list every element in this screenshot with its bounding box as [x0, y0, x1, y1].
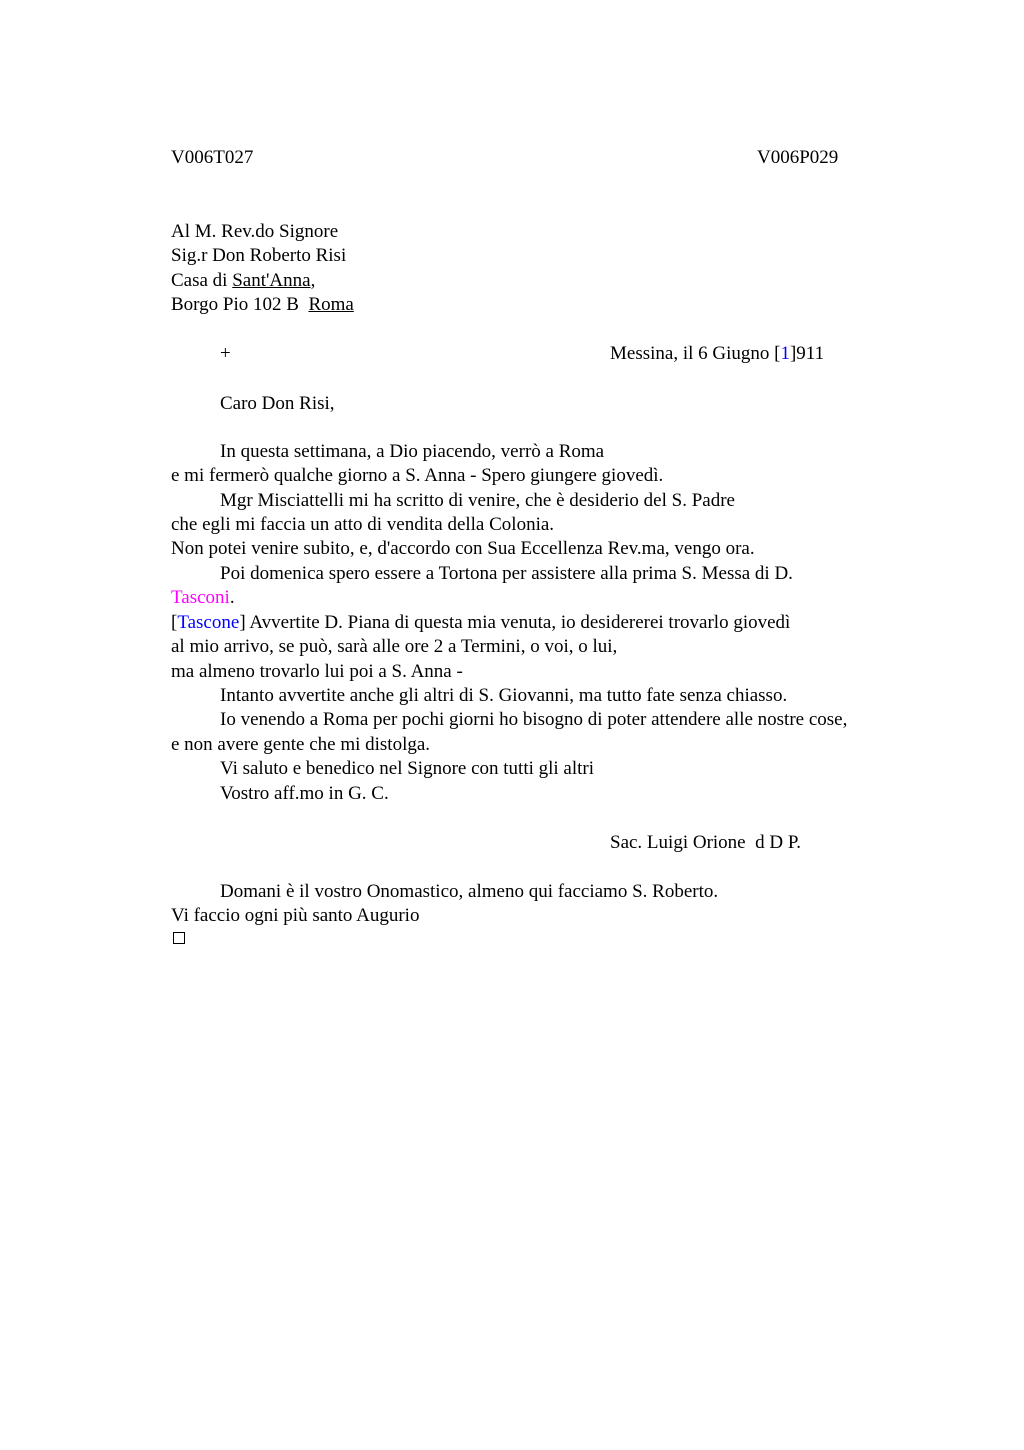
- bracket-open: [: [171, 612, 178, 633]
- punctuation: .: [229, 587, 235, 608]
- cross-mark: +: [220, 343, 231, 364]
- date-prefix: Messina, il 6 Giugno [: [610, 343, 781, 364]
- body-line: Non potei venire subito, e, d'accordo con Sua Eccellenza Rev.ma, vengo ora.: [171, 538, 755, 559]
- body-line: ma almeno trovarlo lui poi a S. Anna -: [171, 661, 463, 682]
- address-city: Roma: [308, 294, 354, 315]
- body-line: Intanto avvertite anche gli altri di S. Giovanni, ma tutto fate senza chiasso.: [220, 685, 788, 706]
- date-correction: 1: [780, 343, 790, 364]
- body-line: Mgr Misciattelli mi ha scritto di venire, che è desiderio del S. Padre: [220, 490, 735, 511]
- body-line: Poi domenica spero essere a Tortona per assistere alla prima S. Messa di D.: [220, 563, 793, 584]
- address-line-3: [171, 270, 315, 292]
- signature: Sac. Luigi Orione d D P.: [610, 832, 802, 853]
- address-line-2: Sig.r Don Roberto Risi: [171, 245, 347, 266]
- salutation: Caro Don Risi,: [220, 393, 335, 414]
- body-line: [171, 587, 235, 609]
- body-line: Vi saluto e benedico nel Signore con tutti gli altri: [220, 758, 595, 779]
- body-line: In questa settimana, a Dio piacendo, verrò a Roma: [220, 441, 605, 462]
- address-punct: ,: [310, 270, 316, 291]
- date-suffix: ]911: [789, 343, 825, 364]
- name-correction: Tascone: [177, 612, 240, 633]
- letter-date: [610, 343, 824, 365]
- end-box-icon: [173, 932, 185, 944]
- document-code-right: V006P029: [757, 147, 839, 168]
- document-code-left: V006T027: [171, 147, 254, 168]
- body-line: al mio arrivo, se può, sarà alle ore 2 a Termini, o voi, o lui,: [171, 636, 618, 657]
- name-variant: Tasconi: [171, 587, 230, 608]
- body-text: ] Avvertite D. Piana di questa mia venuta, io desidererei trovarlo giovedì: [239, 612, 791, 633]
- closing: Vostro aff.mo in G. C.: [220, 783, 389, 804]
- body-line: [171, 612, 790, 634]
- postscript-line: Domani è il vostro Onomastico, almeno qui facciamo S. Roberto.: [220, 881, 719, 902]
- address-prefix: Casa di: [171, 270, 233, 291]
- address-place: Sant'Anna: [232, 270, 311, 291]
- body-line: e non avere gente che mi distolga.: [171, 734, 431, 755]
- address-line-4: [171, 294, 354, 316]
- body-line: Io venendo a Roma per pochi giorni ho bisogno di poter attendere alle nostre cose,: [220, 709, 848, 730]
- address-street: Borgo Pio 102 B: [171, 294, 309, 315]
- body-line: che egli mi faccia un atto di vendita della Colonia.: [171, 514, 555, 535]
- address-line-1: Al M. Rev.do Signore: [171, 221, 339, 242]
- body-line: e mi fermerò qualche giorno a S. Anna - Spero giungere giovedì.: [171, 465, 664, 486]
- postscript-line: Vi faccio ogni più santo Augurio: [171, 905, 420, 926]
